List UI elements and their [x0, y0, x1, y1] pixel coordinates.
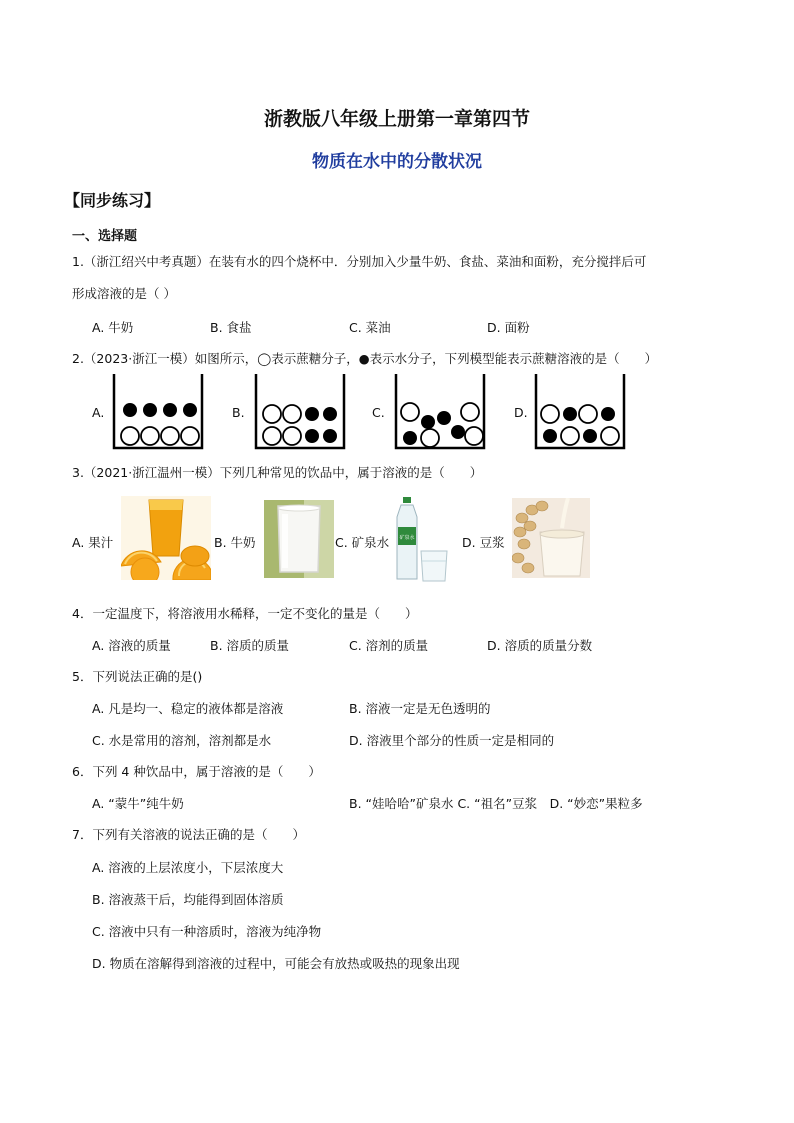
beaker-model-d [532, 372, 628, 452]
document-subtitle: 物质在水中的分散状况 [312, 152, 482, 172]
question-7-option-b: B. 溶液蒸干后，均能得到固体溶质 [92, 892, 284, 907]
question-1-stem-line1: 1.（浙江绍兴中考真题）在装有水的四个烧杯中．分别加入少量牛奶、食盐、菜油和面粉，充分搅拌后可 [72, 254, 647, 269]
question-3-label-a: A. 果汁 [72, 535, 114, 550]
question-3-stem: 3.（2021·浙江温州一模）下列几种常见的饮品中，属于溶液的是（ ） [72, 465, 483, 480]
question-7-option-a: A. 溶液的上层浓度小，下层浓度大 [92, 860, 284, 875]
question-5-option-d: D. 溶液里个部分的性质一定是相同的 [349, 733, 555, 748]
question-1-option-a: A. 牛奶 [92, 320, 134, 335]
orange-juice-image [121, 496, 211, 580]
question-5-stem: 5．下列说法正确的是() [72, 669, 203, 684]
beaker-model-a [110, 372, 206, 452]
beaker-model-b [252, 372, 348, 452]
beaker-model-c [392, 372, 488, 452]
section-heading: 【同步练习】 [64, 191, 161, 210]
question-4-option-c: C. 溶剂的质量 [349, 638, 429, 653]
question-1-stem-line2: 形成溶液的是（ ） [72, 286, 176, 301]
question-5-option-a: A. 凡是均一、稳定的液体都是溶液 [92, 701, 284, 716]
question-4-option-d: D. 溶质的质量分数 [487, 638, 593, 653]
question-4-stem: 4．一定温度下，将溶液用水稀释，一定不变化的量是（ ） [72, 606, 418, 621]
question-6-option-a: A. “蒙牛”纯牛奶 [92, 796, 184, 811]
question-4-option-b: B. 溶质的质量 [210, 638, 290, 653]
question-7-option-d: D. 物质在溶解得到溶液的过程中，可能会有放热或吸热的现象出现 [92, 956, 460, 971]
question-1-option-c: C. 菜油 [349, 320, 391, 335]
question-3-label-c: C. 矿泉水 [335, 535, 390, 550]
question-2-label-b: B. [232, 405, 245, 420]
question-3-label-b: B. 牛奶 [214, 535, 256, 550]
question-2-stem: 2.（2023·浙江一模）如图所示，◯表示蔗糖分子，●表示水分子，下列模型能表示蔗糖溶液的是（ ） [72, 351, 658, 366]
bottle-label-text: 矿泉水 [399, 535, 415, 541]
question-1-option-d: D. 面粉 [487, 320, 530, 335]
question-4-option-a: A. 溶液的质量 [92, 638, 171, 653]
question-6-options-bcd: B. “娃哈哈”矿泉水 C. “祖名”豆浆 D. “妙恋”果粒多 [349, 796, 643, 811]
question-6-stem: 6．下列 4 种饮品中，属于溶液的是（ ） [72, 764, 321, 779]
question-3-label-d: D. 豆浆 [462, 535, 505, 550]
question-1-option-b: B. 食盐 [210, 320, 252, 335]
question-5-option-b: B. 溶液一定是无色透明的 [349, 701, 491, 716]
question-7-option-c: C. 溶液中只有一种溶质时，溶液为纯净物 [92, 924, 322, 939]
mineral-water-image [395, 495, 451, 583]
milk-glass-image [264, 500, 334, 578]
question-2-label-c: C. [372, 405, 385, 420]
part-heading: 一、选择题 [72, 229, 138, 244]
document-title: 浙教版八年级上册第一章第四节 [263, 108, 530, 130]
question-2-label-d: D. [514, 405, 528, 420]
question-7-stem: 7．下列有关溶液的说法正确的是（ ） [72, 827, 305, 842]
question-5-option-c: C. 水是常用的溶剂，溶剂都是水 [92, 733, 272, 748]
question-2-label-a: A. [92, 405, 105, 420]
soy-milk-image [512, 498, 590, 578]
